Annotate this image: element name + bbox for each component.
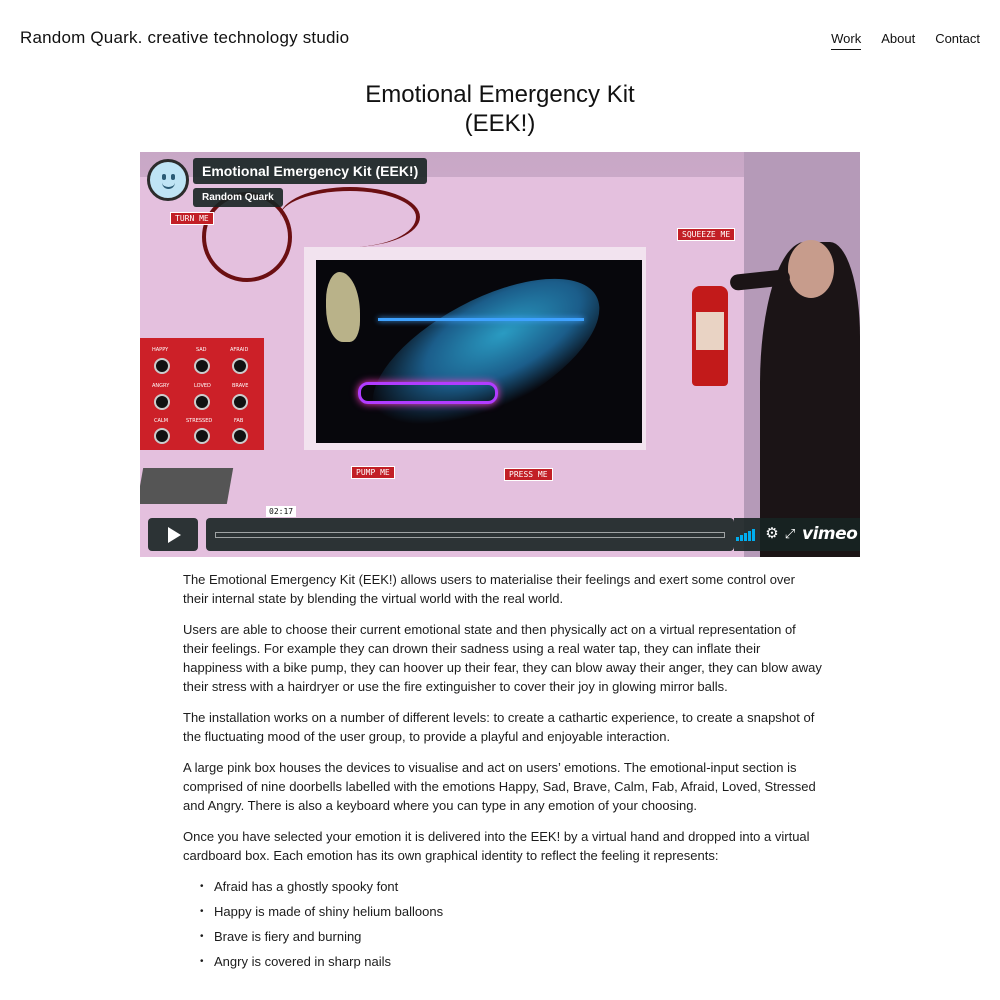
screen-neon-letters xyxy=(358,382,498,404)
video-time: 02:17 xyxy=(266,506,296,517)
nav-about[interactable]: About xyxy=(881,31,916,46)
emotion-doorbell-panel xyxy=(140,338,264,450)
play-icon[interactable] xyxy=(148,518,198,551)
site-header xyxy=(0,0,1000,78)
screen-ghost-shape xyxy=(326,272,360,342)
list-item: • Angry is covered in sharp nails xyxy=(183,952,823,977)
doorbell-knob xyxy=(232,394,248,410)
emotion-label: LOVED xyxy=(194,383,211,389)
main-nav xyxy=(831,31,980,50)
nav-contact[interactable]: Contact xyxy=(935,31,980,46)
page-title-line1: Emotional Emergency Kit xyxy=(365,81,635,108)
description-paragraph: The installation works on a number of different levels: to create a cathartic experience, to create a snapshot of the fluctuating mood of the user group, to provide a playful and enjoyable interaction. xyxy=(183,710,815,744)
list-item: • Brave is fiery and burning xyxy=(183,927,823,952)
emotion-label: SAD xyxy=(196,347,207,353)
video-controls-right xyxy=(734,518,860,551)
progress-bar-container xyxy=(206,507,734,551)
screen-light-line xyxy=(378,318,584,321)
sign-squeeze-me: SQUEEZE ME xyxy=(677,228,735,241)
fullscreen-icon[interactable]: ⤢ xyxy=(784,526,796,541)
sign-turn-me: TURN ME xyxy=(170,212,214,225)
video-player[interactable] xyxy=(140,152,860,557)
sign-press-me: PRESS ME xyxy=(504,468,553,481)
emotion-label: FAB xyxy=(234,418,244,424)
extinguisher-label xyxy=(696,312,724,350)
avatar-eye xyxy=(162,174,166,180)
emotion-identity-list xyxy=(183,877,823,977)
avatar-smile xyxy=(162,182,175,189)
page-title-line2: (EEK!) xyxy=(464,110,536,137)
description-paragraph: Users are able to choose their current emotional state and then physically act on a virtual representation of their feelings. For example they can drown their sadness using a real water tap, they can inflate their happiness with a bike pump, they can hoover up their fear, they can blow away their anger, they can blow away their stress with a hairdryer or use the fire extinguisher to cover their joy in glowing mirror balls. xyxy=(183,622,822,694)
emotion-label: STRESSED xyxy=(186,418,213,424)
video-scene-keyboard xyxy=(140,468,233,504)
video-scene-screen xyxy=(316,260,642,443)
gear-icon[interactable]: ⚙ xyxy=(765,525,779,542)
site-title[interactable]: Random Quark. creative technology studio xyxy=(20,28,350,47)
list-item: • Afraid has a ghostly spooky font xyxy=(183,877,823,902)
description-paragraph: A large pink box houses the devices to visualise and act on users’ emotions. The emotional-input section is comprised of nine doorbells labelled with the emotions Happy, Sad, Brave, Calm, Fab, Afraid, Loved, Stressed and Angry. There is also a keyboard where you can type in any emotion of your choosing. xyxy=(183,760,816,813)
video-controls xyxy=(140,507,860,557)
doorbell-knob xyxy=(194,358,210,374)
vimeo-logo[interactable]: vimeo xyxy=(802,524,858,544)
doorbell-knob xyxy=(154,428,170,444)
avatar-eye xyxy=(171,174,175,180)
channel-avatar[interactable] xyxy=(147,159,189,201)
description-paragraph: Once you have selected your emotion it is delivered into the EEK! by a virtual hand and dropped into a virtual cardboard box. Each emotion has its own graphical identity to reflect the feeling it represents: xyxy=(183,829,810,863)
description-paragraph: The Emotional Emergency Kit (EEK!) allows users to materialise their feelings and exert some control over their internal state by blending the virtual world with the real world. xyxy=(183,572,795,606)
video-scene-person-head xyxy=(788,240,834,298)
list-item: • Happy is made of shiny helium balloons xyxy=(183,902,823,927)
nav-work[interactable]: Work xyxy=(831,31,861,50)
video-title[interactable]: Emotional Emergency Kit (EEK!) xyxy=(193,158,427,184)
emotion-label: AFRAID xyxy=(230,347,249,353)
doorbell-knob xyxy=(194,428,210,444)
emotion-label: ANGRY xyxy=(152,383,170,389)
doorbell-knob xyxy=(194,394,210,410)
video-byline[interactable]: Random Quark xyxy=(193,188,283,207)
doorbell-knob xyxy=(154,358,170,374)
project-description xyxy=(183,570,823,977)
doorbell-knob xyxy=(154,394,170,410)
sign-pump-me: PUMP ME xyxy=(351,466,395,479)
screen-mirror-balls xyxy=(350,260,622,443)
emotion-label: BRAVE xyxy=(232,383,249,389)
volume-icon[interactable] xyxy=(736,529,756,541)
progress-bar[interactable] xyxy=(215,532,725,538)
doorbell-knob xyxy=(232,358,248,374)
emotion-label: CALM xyxy=(154,418,169,424)
page-title xyxy=(0,80,1000,138)
doorbell-knob xyxy=(232,428,248,444)
video-scene-hose-2 xyxy=(280,187,420,247)
emotion-label: HAPPY xyxy=(152,347,169,353)
